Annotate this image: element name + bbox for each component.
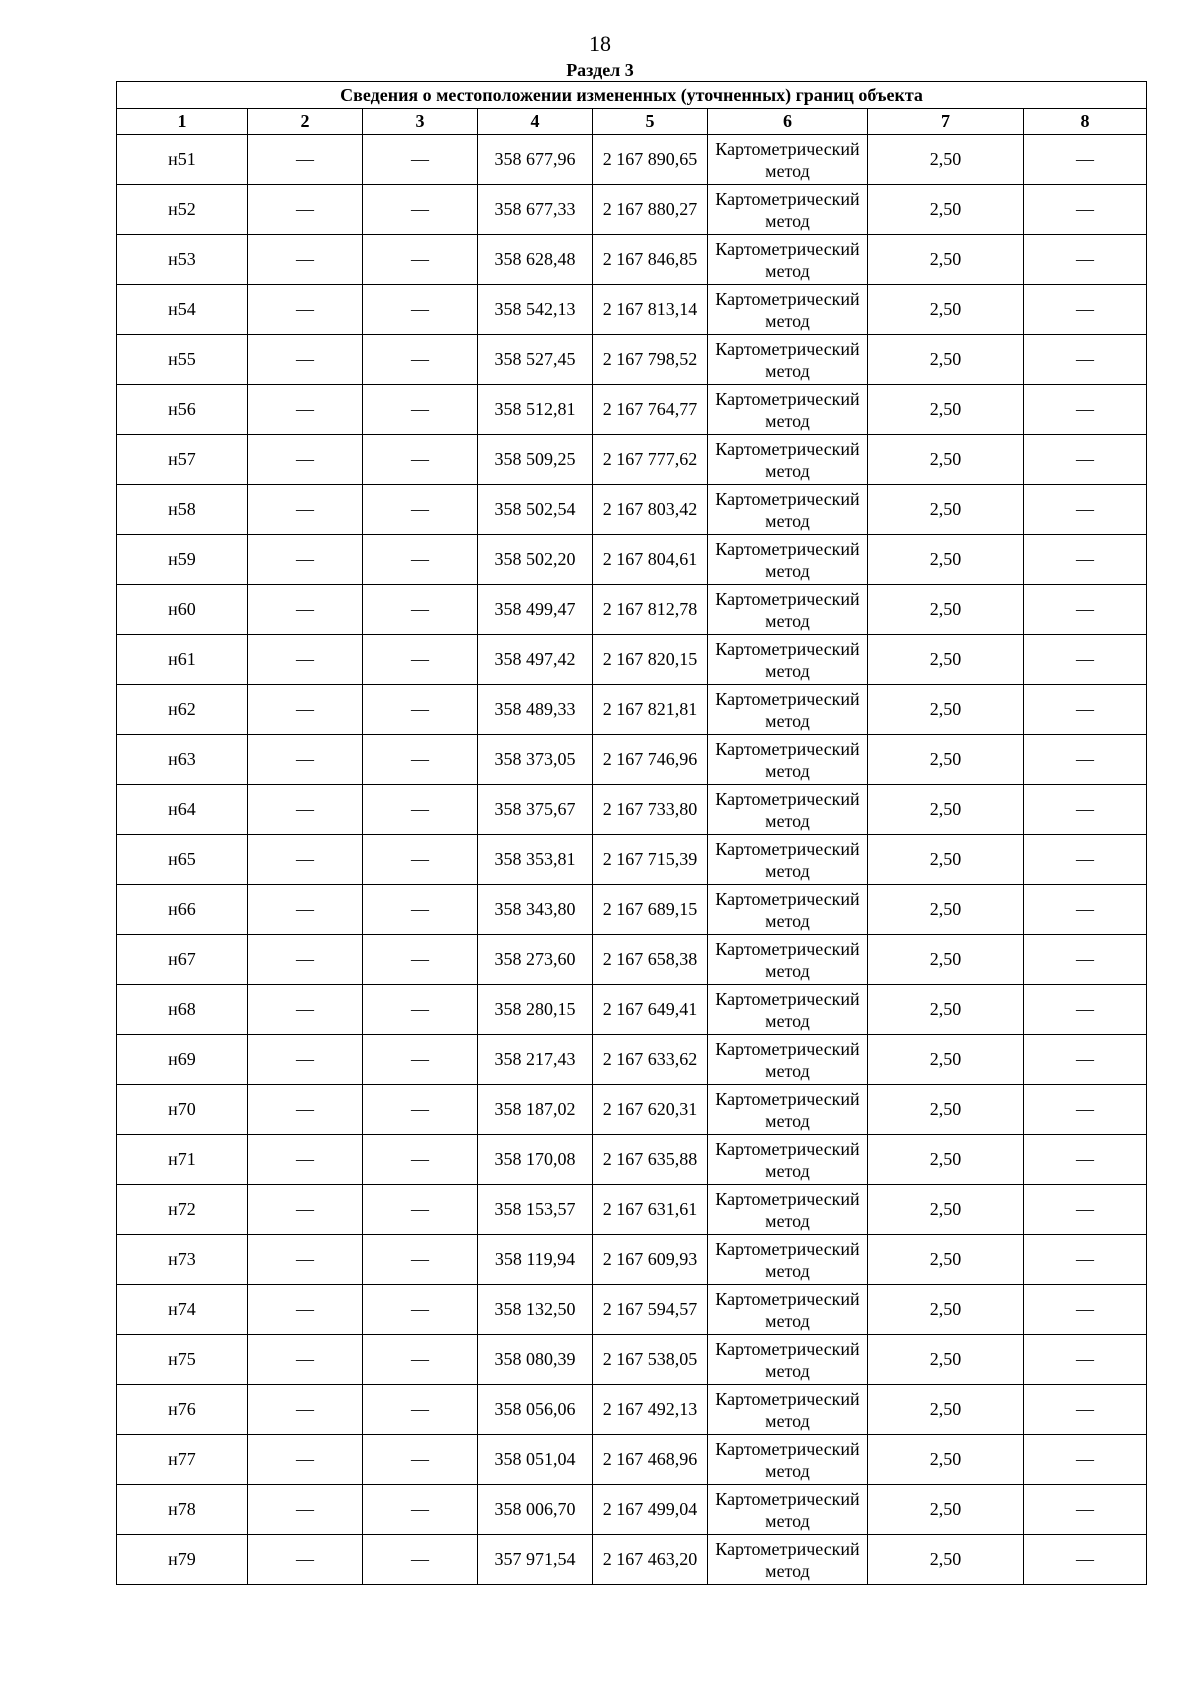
cell-method: Картометрический метод [708,1085,868,1135]
cell-precision: 2,50 [868,1435,1024,1485]
column-header-3: 3 [363,109,478,135]
cell-coord-x: 358 051,04 [478,1435,593,1485]
cell-col-2: — [248,1285,363,1335]
cell-coord-y: 2 167 813,14 [593,285,708,335]
cell-col-8: — [1024,1135,1147,1185]
cell-col-8: — [1024,1535,1147,1585]
cell-col-8: — [1024,1185,1147,1235]
cell-method: Картометрический метод [708,985,868,1035]
cell-method: Картометрический метод [708,1035,868,1085]
cell-precision: 2,50 [868,135,1024,185]
table-row [117,1185,1147,1235]
cell-precision: 2,50 [868,785,1024,835]
cell-col-3: — [363,335,478,385]
cell-method: Картометрический метод [708,585,868,635]
cell-col-2: — [248,135,363,185]
cell-coord-y: 2 167 492,13 [593,1385,708,1435]
table-row [117,435,1147,485]
cell-col-8: — [1024,735,1147,785]
cell-coord-x: 358 353,81 [478,835,593,885]
cell-col-8: — [1024,1335,1147,1385]
cell-coord-y: 2 167 812,78 [593,585,708,635]
cell-col-3: — [363,935,478,985]
cell-coord-y: 2 167 609,93 [593,1235,708,1285]
cell-precision: 2,50 [868,885,1024,935]
cell-precision: 2,50 [868,185,1024,235]
cell-coord-y: 2 167 846,85 [593,235,708,285]
cell-precision: 2,50 [868,435,1024,485]
cell-col-2: — [248,1435,363,1485]
cell-point-number: н52 [117,185,248,235]
cell-point-number: н62 [117,685,248,735]
cell-method: Картометрический метод [708,285,868,335]
table-row [117,535,1147,585]
cell-precision: 2,50 [868,735,1024,785]
cell-col-8: — [1024,435,1147,485]
cell-point-number: н75 [117,1335,248,1385]
cell-coord-y: 2 167 620,31 [593,1085,708,1135]
cell-coord-y: 2 167 890,65 [593,135,708,185]
cell-col-3: — [363,235,478,285]
cell-col-3: — [363,435,478,485]
cell-col-8: — [1024,335,1147,385]
cell-method: Картометрический метод [708,535,868,585]
cell-col-3: — [363,785,478,835]
cell-col-2: — [248,635,363,685]
cell-col-2: — [248,585,363,635]
cell-col-2: — [248,1535,363,1585]
cell-precision: 2,50 [868,535,1024,585]
cell-col-8: — [1024,785,1147,835]
cell-point-number: н74 [117,1285,248,1335]
cell-coord-x: 358 170,08 [478,1135,593,1185]
table-row [117,485,1147,535]
cell-col-3: — [363,1185,478,1235]
cell-point-number: н63 [117,735,248,785]
cell-coord-y: 2 167 631,61 [593,1185,708,1235]
cell-col-3: — [363,285,478,335]
cell-coord-x: 358 499,47 [478,585,593,635]
cell-col-8: — [1024,185,1147,235]
cell-col-2: — [248,1385,363,1435]
table-row [117,1535,1147,1585]
table-row [117,1135,1147,1185]
cell-coord-y: 2 167 468,96 [593,1435,708,1485]
cell-col-8: — [1024,135,1147,185]
cell-col-2: — [248,1485,363,1535]
cell-col-2: — [248,1235,363,1285]
cell-col-8: — [1024,535,1147,585]
cell-coord-x: 358 187,02 [478,1085,593,1135]
cell-coord-x: 358 677,96 [478,135,593,185]
cell-method: Картометрический метод [708,235,868,285]
cell-coord-y: 2 167 538,05 [593,1335,708,1385]
table-row [117,1235,1147,1285]
cell-method: Картометрический метод [708,435,868,485]
cell-col-8: — [1024,685,1147,735]
cell-coord-x: 358 542,13 [478,285,593,335]
cell-precision: 2,50 [868,985,1024,1035]
cell-precision: 2,50 [868,335,1024,385]
cell-point-number: н65 [117,835,248,885]
cell-precision: 2,50 [868,1035,1024,1085]
cell-method: Картометрический метод [708,1335,868,1385]
cell-col-8: — [1024,235,1147,285]
cell-col-8: — [1024,485,1147,535]
cell-point-number: н73 [117,1235,248,1285]
cell-col-3: — [363,385,478,435]
cell-method: Картометрический метод [708,485,868,535]
column-header-row [117,109,1147,135]
table-row [117,1285,1147,1335]
cell-coord-x: 358 373,05 [478,735,593,785]
cell-coord-x: 358 006,70 [478,1485,593,1535]
cell-coord-y: 2 167 658,38 [593,935,708,985]
cell-col-3: — [363,735,478,785]
cell-col-2: — [248,285,363,335]
table-row [117,635,1147,685]
cell-point-number: н70 [117,1085,248,1135]
boundary-coordinates-table [116,81,1147,1585]
cell-coord-x: 358 527,45 [478,335,593,385]
cell-coord-x: 358 080,39 [478,1335,593,1385]
cell-precision: 2,50 [868,1135,1024,1185]
cell-precision: 2,50 [868,1185,1024,1235]
cell-col-3: — [363,1035,478,1085]
cell-precision: 2,50 [868,935,1024,985]
cell-precision: 2,50 [868,835,1024,885]
cell-method: Картометрический метод [708,935,868,985]
cell-coord-y: 2 167 594,57 [593,1285,708,1335]
cell-coord-x: 358 119,94 [478,1235,593,1285]
cell-point-number: н79 [117,1535,248,1585]
table-row [117,1435,1147,1485]
cell-coord-x: 358 502,54 [478,485,593,535]
cell-col-3: — [363,1285,478,1335]
table-row [117,185,1147,235]
cell-precision: 2,50 [868,1485,1024,1535]
column-header-8: 8 [1024,109,1147,135]
cell-coord-x: 358 497,42 [478,635,593,685]
cell-point-number: н69 [117,1035,248,1085]
cell-precision: 2,50 [868,1285,1024,1335]
cell-method: Картометрический метод [708,1135,868,1185]
table-row [117,1485,1147,1535]
cell-col-3: — [363,585,478,635]
cell-coord-y: 2 167 733,80 [593,785,708,835]
cell-coord-x: 357 971,54 [478,1535,593,1585]
cell-point-number: н55 [117,335,248,385]
cell-col-2: — [248,485,363,535]
cell-col-3: — [363,635,478,685]
cell-coord-y: 2 167 463,20 [593,1535,708,1585]
cell-coord-y: 2 167 803,42 [593,485,708,535]
cell-method: Картометрический метод [708,1285,868,1335]
cell-point-number: н56 [117,385,248,435]
cell-point-number: н54 [117,285,248,335]
cell-point-number: н60 [117,585,248,635]
cell-point-number: н67 [117,935,248,985]
cell-precision: 2,50 [868,485,1024,535]
cell-method: Картометрический метод [708,1535,868,1585]
cell-method: Картометрический метод [708,635,868,685]
cell-col-2: — [248,985,363,1035]
cell-col-8: — [1024,385,1147,435]
cell-point-number: н51 [117,135,248,185]
cell-precision: 2,50 [868,1385,1024,1435]
table-row [117,985,1147,1035]
cell-col-2: — [248,235,363,285]
cell-coord-y: 2 167 798,52 [593,335,708,385]
cell-col-2: — [248,1035,363,1085]
table-body [117,135,1147,1585]
cell-coord-x: 358 153,57 [478,1185,593,1235]
cell-point-number: н76 [117,1385,248,1435]
cell-col-2: — [248,885,363,935]
cell-coord-y: 2 167 649,41 [593,985,708,1035]
cell-coord-y: 2 167 715,39 [593,835,708,885]
cell-col-8: — [1024,1385,1147,1435]
cell-precision: 2,50 [868,285,1024,335]
cell-precision: 2,50 [868,635,1024,685]
table-row [117,335,1147,385]
column-header-2: 2 [248,109,363,135]
cell-coord-x: 358 375,67 [478,785,593,835]
cell-coord-x: 358 056,06 [478,1385,593,1435]
cell-precision: 2,50 [868,385,1024,435]
cell-coord-y: 2 167 689,15 [593,885,708,935]
table-row [117,735,1147,785]
column-header-7: 7 [868,109,1024,135]
page-number: 18 [589,31,611,56]
cell-col-3: — [363,535,478,585]
cell-col-2: — [248,685,363,735]
cell-col-3: — [363,1435,478,1485]
cell-col-2: — [248,785,363,835]
cell-point-number: н64 [117,785,248,835]
cell-method: Картометрический метод [708,1435,868,1485]
cell-point-number: н68 [117,985,248,1035]
cell-coord-y: 2 167 499,04 [593,1485,708,1535]
cell-point-number: н77 [117,1435,248,1485]
cell-col-2: — [248,935,363,985]
cell-coord-x: 358 217,43 [478,1035,593,1085]
table-row [117,1035,1147,1085]
cell-col-8: — [1024,585,1147,635]
cell-coord-y: 2 167 635,88 [593,1135,708,1185]
cell-col-8: — [1024,935,1147,985]
cell-precision: 2,50 [868,1335,1024,1385]
cell-col-3: — [363,1535,478,1585]
cell-col-2: — [248,735,363,785]
cell-col-3: — [363,985,478,1035]
cell-col-2: — [248,1085,363,1135]
cell-col-3: — [363,1335,478,1385]
table-row [117,235,1147,285]
cell-coord-x: 358 343,80 [478,885,593,935]
cell-precision: 2,50 [868,1085,1024,1135]
cell-method: Картометрический метод [708,335,868,385]
cell-col-3: — [363,885,478,935]
table-row [117,285,1147,335]
cell-coord-y: 2 167 764,77 [593,385,708,435]
column-header-4: 4 [478,109,593,135]
cell-col-3: — [363,1485,478,1535]
cell-col-8: — [1024,835,1147,885]
cell-col-2: — [248,535,363,585]
cell-col-2: — [248,1185,363,1235]
cell-col-8: — [1024,885,1147,935]
cell-col-8: — [1024,635,1147,685]
cell-col-8: — [1024,1285,1147,1335]
cell-col-3: — [363,1135,478,1185]
cell-col-8: — [1024,1235,1147,1285]
cell-col-2: — [248,1135,363,1185]
cell-point-number: н53 [117,235,248,285]
cell-method: Картометрический метод [708,735,868,785]
cell-method: Картометрический метод [708,1185,868,1235]
cell-col-3: — [363,485,478,535]
cell-coord-x: 358 677,33 [478,185,593,235]
cell-col-8: — [1024,1035,1147,1085]
column-header-5: 5 [593,109,708,135]
cell-col-8: — [1024,1485,1147,1535]
cell-method: Картометрический метод [708,1235,868,1285]
cell-col-2: — [248,835,363,885]
cell-coord-x: 358 273,60 [478,935,593,985]
cell-method: Картометрический метод [708,1485,868,1535]
cell-point-number: н71 [117,1135,248,1185]
cell-col-2: — [248,385,363,435]
cell-col-3: — [363,1085,478,1135]
cell-method: Картометрический метод [708,835,868,885]
table-row [117,685,1147,735]
cell-col-8: — [1024,985,1147,1035]
table-row [117,135,1147,185]
cell-coord-y: 2 167 804,61 [593,535,708,585]
cell-col-8: — [1024,1085,1147,1135]
cell-point-number: н59 [117,535,248,585]
cell-coord-y: 2 167 821,81 [593,685,708,735]
column-header-6: 6 [708,109,868,135]
cell-coord-x: 358 628,48 [478,235,593,285]
cell-method: Картометрический метод [708,385,868,435]
cell-precision: 2,50 [868,235,1024,285]
table-row [117,1335,1147,1385]
cell-coord-x: 358 509,25 [478,435,593,485]
cell-coord-y: 2 167 746,96 [593,735,708,785]
cell-point-number: н72 [117,1185,248,1235]
cell-col-3: — [363,835,478,885]
cell-method: Картометрический метод [708,185,868,235]
cell-coord-y: 2 167 820,15 [593,635,708,685]
cell-col-8: — [1024,1435,1147,1485]
cell-col-3: — [363,1385,478,1435]
cell-coord-y: 2 167 633,62 [593,1035,708,1085]
cell-col-2: — [248,335,363,385]
column-header-1: 1 [117,109,248,135]
section-title: Раздел 3 [566,60,634,80]
cell-col-8: — [1024,285,1147,335]
table-row [117,1385,1147,1435]
cell-precision: 2,50 [868,585,1024,635]
cell-method: Картометрический метод [708,685,868,735]
cell-point-number: н58 [117,485,248,535]
cell-col-3: — [363,1235,478,1285]
cell-method: Картометрический метод [708,1385,868,1435]
cell-precision: 2,50 [868,1235,1024,1285]
cell-point-number: н61 [117,635,248,685]
cell-col-3: — [363,185,478,235]
cell-point-number: н57 [117,435,248,485]
cell-col-2: — [248,185,363,235]
cell-col-2: — [248,1335,363,1385]
cell-coord-x: 358 512,81 [478,385,593,435]
cell-coord-y: 2 167 777,62 [593,435,708,485]
cell-precision: 2,50 [868,685,1024,735]
cell-coord-x: 358 502,20 [478,535,593,585]
table-row [117,785,1147,835]
cell-point-number: н66 [117,885,248,935]
cell-col-2: — [248,435,363,485]
table-row [117,835,1147,885]
cell-method: Картометрический метод [708,785,868,835]
cell-col-3: — [363,685,478,735]
cell-coord-x: 358 280,15 [478,985,593,1035]
table-row [117,935,1147,985]
cell-method: Картометрический метод [708,135,868,185]
table-row [117,1085,1147,1135]
cell-coord-x: 358 489,33 [478,685,593,735]
cell-point-number: н78 [117,1485,248,1535]
table-row [117,385,1147,435]
cell-precision: 2,50 [868,1535,1024,1585]
cell-method: Картометрический метод [708,885,868,935]
table-row [117,585,1147,635]
cell-coord-y: 2 167 880,27 [593,185,708,235]
table-row [117,885,1147,935]
cell-col-3: — [363,135,478,185]
table-caption: Сведения о местоположении измененных (уточненных) границ объекта [117,82,1147,109]
cell-coord-x: 358 132,50 [478,1285,593,1335]
